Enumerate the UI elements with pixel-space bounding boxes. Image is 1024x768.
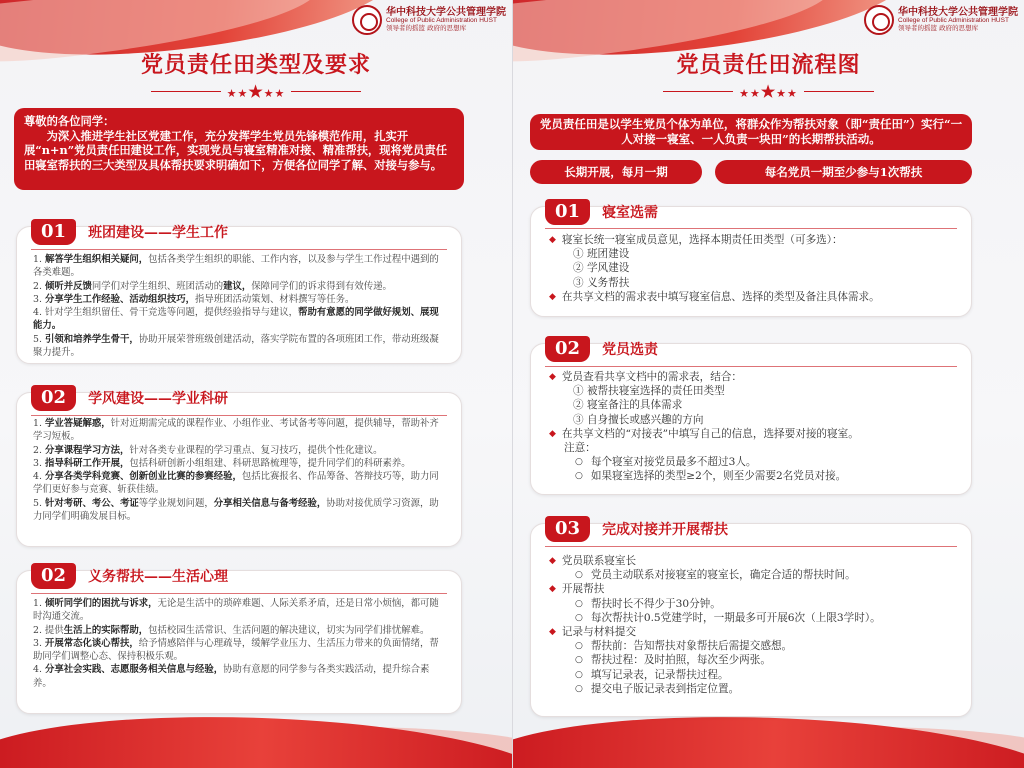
flow-row (549, 261, 880, 275)
divider (804, 91, 874, 93)
flow-row (549, 413, 859, 427)
list-item (33, 280, 447, 293)
flow-row-text: 寝室长统一寝室成员意见，选择本期责任田类型（可多选）： (561, 234, 843, 246)
divider (291, 91, 361, 93)
page-title: 党员责任田流程图 (676, 52, 861, 78)
circle-bullet-icon: ○ (575, 471, 583, 482)
flow-row (549, 639, 881, 653)
list-item-text: 包括各类学生组织的职能、工作内容，以及参与学生工作过程中遇到的各类难题。 (33, 254, 439, 279)
list-item-emphasis: 倾听同学们的困扰与诉求， (44, 598, 158, 609)
flow-row (549, 384, 859, 398)
flow-row-text: ② 寝室备注的具体需求 (573, 399, 683, 412)
flow-row-text: 每次帮扶计0.5党建学时，一期最多可开展6次（上限3学时）。 (590, 611, 881, 624)
diamond-bullet-icon: ◆ (549, 428, 556, 439)
circle-bullet-icon: ○ (575, 457, 583, 468)
flow-row (549, 625, 881, 639)
list-item-emphasis: 帮助有意愿的同学做好规划、展现能力。 (33, 307, 439, 332)
divider (663, 91, 733, 93)
list-item-emphasis: 分享各类学科竞赛、创新创业比赛的参赛经验， (44, 471, 242, 483)
school-name-block (898, 8, 1018, 32)
flow-row-text: 开展帮扶 (561, 583, 605, 596)
diamond-bullet-icon: ◆ (549, 627, 556, 638)
section-header (31, 219, 228, 245)
list-item-emphasis: 分享相关信息与备考经验， (213, 497, 327, 509)
divider (151, 91, 221, 93)
school-motto: 领导者的摇篮 政府的思想库 (386, 24, 467, 33)
list-item (33, 417, 447, 444)
list-item-text: 1. (33, 598, 45, 609)
flow-row-text: ① 班团建设 (573, 248, 630, 261)
flow-row (549, 668, 881, 682)
circle-bullet-icon: ○ (575, 570, 583, 581)
section-card-1 (16, 221, 462, 364)
list-item (33, 444, 447, 457)
section-title: 义务帮扶——生活心理 (88, 569, 229, 585)
step-header (545, 516, 728, 542)
flow-step-3 (530, 518, 972, 717)
star-icon: ★★★★★ (739, 82, 798, 101)
flow-row (549, 554, 881, 568)
section-header (31, 563, 228, 589)
section-number: 02 (31, 563, 76, 589)
flow-row-text: ③ 自身擅长或感兴趣的方向 (573, 413, 704, 426)
flow-step-2 (530, 338, 972, 495)
list-item-text: 等学业规划问题， (138, 497, 214, 509)
flow-row (549, 597, 881, 611)
list-item-text: 协助开展荣誉班级创建活动，落实学院布置的各项班团工作，带动班级凝聚力提升。 (33, 333, 439, 359)
list-item-text: 保障同学们的诉求得到有效传递。 (251, 280, 392, 292)
school-motto: 领导者的摇篮 政府的思想库 (898, 24, 979, 33)
section-number: 02 (31, 385, 76, 411)
step-list (549, 370, 859, 484)
list-item-text: 给予情感陪伴与心理疏导，缓解学业压力、生活压力带来的负面情绪，帮助同学们调整心态、保持积极乐观。 (33, 637, 439, 663)
section-divider (31, 593, 447, 594)
diamond-bullet-icon: ◆ (549, 235, 556, 245)
section-header (31, 385, 228, 411)
section-card-3 (16, 565, 462, 714)
step-title: 寝室选需 (602, 205, 659, 221)
list-item-text: 5. (33, 333, 45, 345)
section-number: 01 (31, 219, 76, 245)
diamond-bullet-icon: ◆ (549, 291, 556, 302)
list-item (33, 253, 447, 280)
flow-row-text: ③ 义务帮扶 (573, 276, 630, 289)
list-item-text: 4. (33, 664, 45, 676)
list-item-emphasis: 建议， (223, 280, 252, 292)
step-number: 02 (545, 336, 590, 362)
flow-row-text: 填写记录表，记录帮扶过程。 (590, 668, 729, 681)
list-item-emphasis: 引领和培养学生骨干， (44, 333, 139, 345)
flow-row-text: 如果寝室选择的类型≥2个，则至少需要2名党员对接。 (590, 470, 847, 483)
flow-row-text: 在共享文档的需求表中填写寝室信息、选择的类型及备注具体需求。 (561, 290, 880, 303)
list-item (33, 497, 447, 524)
list-item (33, 624, 447, 637)
flow-row-text: 记录与材料提交 (561, 626, 637, 639)
flow-row (549, 469, 859, 483)
participation-pill: 每名党员一期至少参与1次帮扶 (715, 160, 972, 184)
intro-box (14, 108, 464, 190)
flow-row (549, 247, 880, 261)
list-item-emphasis: 分享学生工作经验、活动组织技巧， (44, 293, 195, 305)
list-item-emphasis: 针对考研、考公、考证 (44, 497, 139, 509)
list-item (33, 597, 447, 624)
circle-bullet-icon: ○ (575, 612, 583, 623)
flow-row-text: 每个寝室对接党员最多不超过3人。 (590, 456, 757, 469)
section-list (33, 253, 447, 359)
flow-row-text: 党员查看共享文档中的需求表，结合： (561, 371, 743, 383)
flow-row (549, 611, 881, 625)
flow-row-text: ② 学风建设 (573, 262, 630, 275)
star-icon: ★★★★★ (226, 82, 286, 101)
flow-row (549, 568, 881, 582)
school-seal-icon (864, 5, 894, 35)
flow-row (549, 276, 880, 290)
list-item-text: 无论是生活中的琐碎难题、人际关系矛盾，还是日常小烦恼，都可随时沟通交流。 (33, 598, 439, 623)
list-item-emphasis: 生活上的实际帮助， (63, 624, 149, 636)
section-title: 班团建设——学生工作 (88, 225, 229, 241)
flow-intro-box: 党员责任田是以学生党员个体为单位，将群众作为帮扶对象（即“责任田”）实行“一人对接一寝室、一人负责一块田”的长期帮扶活动。 (530, 114, 972, 150)
flow-row-text: 在共享文档的“对接表”中填写自己的信息，选择要对接的寝室。 (561, 427, 859, 440)
diamond-bullet-icon: ◆ (549, 584, 556, 595)
step-number: 03 (545, 516, 590, 542)
title-decoration (513, 82, 1024, 101)
list-item-text: 包括科研创新小组组建、科研思路梳理等，提升同学们的科研素养。 (129, 457, 411, 469)
flow-row-text: ① 被帮扶寝室选择的责任田类型 (573, 385, 725, 398)
step-header (545, 199, 658, 225)
school-logo (864, 5, 1018, 35)
list-item (33, 663, 447, 690)
step-number: 01 (545, 199, 590, 225)
list-item-text: 2. 提供 (33, 624, 64, 636)
step-divider (545, 546, 957, 547)
list-item-text: 指导班团活动策划、材料撰写等任务。 (194, 293, 355, 305)
step-divider (545, 366, 957, 367)
bottom-red-swoosh (0, 708, 512, 768)
circle-bullet-icon: ○ (575, 683, 583, 694)
step-title: 党员选责 (602, 342, 659, 358)
circle-bullet-icon: ○ (575, 598, 583, 609)
list-item (33, 457, 447, 470)
list-item-text: 3. (33, 293, 45, 305)
step-list (549, 233, 880, 304)
list-item-text: 协助对接优质学习资源，助力同学们明确发展目标。 (33, 497, 439, 523)
step-title: 完成对接并开展帮扶 (602, 522, 729, 538)
list-item-emphasis: 分享社会实践、志愿服务相关信息与经验， (44, 664, 224, 676)
list-item-emphasis: 分享课程学习方法， (44, 444, 130, 456)
schedule-pill: 长期开展，每月一期 (530, 160, 702, 184)
step-divider (545, 228, 957, 229)
list-item-text: 2. (33, 444, 45, 456)
flow-row (549, 441, 859, 455)
school-name-en: College of Public Administration HUST (898, 17, 1009, 25)
section-list (33, 417, 447, 523)
flow-row (549, 290, 880, 304)
flow-row (549, 653, 881, 667)
flow-row-text: 帮扶时长不得少于30分钟。 (590, 597, 721, 610)
section-divider (31, 249, 447, 250)
intro-greeting: 尊敬的各位同学： (24, 114, 115, 128)
flow-row-text: 党员联系寝室长 (561, 555, 637, 567)
flow-row (549, 455, 859, 469)
flow-row-text: 提交电子版记录表到指定位置。 (590, 682, 740, 695)
list-item (33, 306, 447, 333)
intro-body: 为深入推进学生社区党建工作，充分发挥学生党员先锋模范作用，扎实开展“n+n”党员责任田建设工作，实现党员与寝室精准对接、精准帮扶，现将党员责任田寝室帮扶的三大类型及具体帮扶要求明确如下，方便各位同学了解、对接与参与。 (24, 128, 447, 172)
list-item-text: 3. (33, 637, 45, 649)
flow-row (549, 233, 880, 247)
school-seal-icon (352, 5, 382, 35)
list-item-text: 包括校园生活常识、生活问题的解决建议，切实为同学们排忧解难。 (148, 624, 430, 636)
list-item-emphasis: 开展常态化谈心帮扶， (44, 637, 139, 649)
flow-row (549, 427, 859, 441)
circle-bullet-icon: ○ (575, 641, 583, 652)
section-card-2 (16, 387, 462, 547)
school-logo (352, 5, 506, 35)
list-item-emphasis: 解答学生组织相关疑问， (44, 254, 149, 265)
list-item-text: 4. 针对学生组织留任、骨干竞选等问题，提供经验指导与建议， (33, 307, 299, 319)
list-item (33, 470, 447, 497)
school-name-block (386, 8, 506, 32)
flow-row (549, 582, 881, 596)
list-item-text: 同学们对学生组织、班团活动的 (91, 280, 224, 292)
flow-row (549, 370, 859, 384)
list-item-text: 针对近期需完成的课程作业、小组作业、考试备考等问题，提供辅导，帮助补齐学习短板。 (33, 418, 439, 443)
diamond-bullet-icon: ◆ (549, 556, 556, 566)
school-name-cn: 华中科技大学公共管理学院 (386, 6, 506, 18)
list-item (33, 637, 447, 664)
section-list (33, 597, 447, 690)
title-decoration (0, 82, 512, 101)
flow-row-text: 注意： (564, 442, 596, 455)
list-item-text: 针对各类专业课程的学习重点、复习技巧，提供个性化建议。 (129, 444, 383, 456)
flow-row-text: 帮扶过程：及时拍照，每次至少两张。 (590, 654, 771, 667)
circle-bullet-icon: ○ (575, 669, 583, 680)
list-item-text: 包括比赛报名、作品筹备、答辩技巧等，助力同学们更好参与竞赛、斩获佳绩。 (33, 471, 439, 496)
step-header (545, 336, 658, 362)
list-item-emphasis: 倾听并反馈 (44, 280, 92, 292)
circle-bullet-icon: ○ (575, 655, 583, 666)
list-item-text: 3. (33, 457, 45, 469)
section-title: 学风建设——学业科研 (88, 391, 229, 407)
list-item-text: 1. (33, 254, 45, 265)
section-divider (31, 415, 447, 416)
flow-row-text: 党员主动联系对接寝室的寝室长，确定合适的帮扶时间。 (590, 569, 856, 582)
list-item-text: 2. (33, 280, 45, 292)
page-title: 党员责任田类型及要求 (140, 52, 371, 78)
school-name-en: College of Public Administration HUST (386, 17, 497, 25)
step-list (549, 554, 881, 696)
school-name-cn: 华中科技大学公共管理学院 (898, 6, 1018, 18)
list-item (33, 293, 447, 306)
list-item-text: 1. (33, 418, 45, 429)
flow-row (549, 682, 881, 696)
list-item (33, 333, 447, 360)
flow-row-text: 帮扶前：告知帮扶对象帮扶后需提交感想。 (590, 640, 793, 653)
diamond-bullet-icon: ◆ (549, 372, 556, 382)
list-item-emphasis: 学业答疑解惑， (44, 418, 111, 429)
list-item-text: 协助有意愿的同学参与各类实践活动，提升综合素养。 (33, 664, 430, 689)
flow-row (549, 398, 859, 412)
list-item-emphasis: 指导科研工作开展， (44, 457, 130, 469)
list-item-text: 5. (33, 497, 45, 509)
flow-step-1 (530, 201, 972, 317)
list-item-text: 4. (33, 471, 45, 483)
